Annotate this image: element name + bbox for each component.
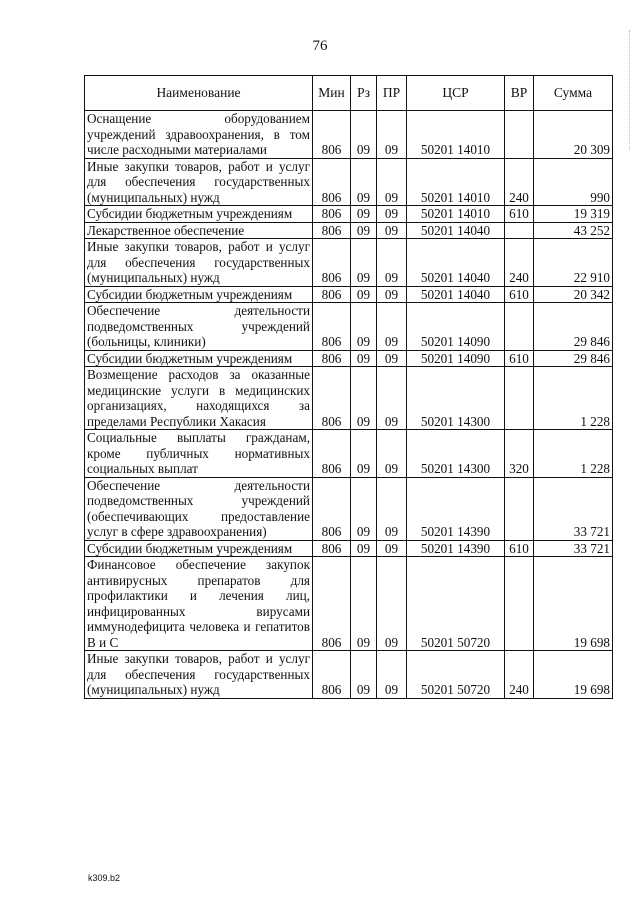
row-csr-cell: 50201 14010	[407, 206, 505, 223]
table-row	[85, 222, 613, 239]
budget-table	[84, 75, 613, 699]
row-name-cell: Субсидии бюджетным учреждениям	[85, 540, 313, 557]
table-row	[85, 557, 613, 651]
header-sum: Сумма	[534, 76, 613, 111]
row-min-cell: 806	[313, 540, 351, 557]
row-rz-cell: 09	[351, 367, 377, 430]
row-pr-cell: 09	[377, 350, 407, 367]
row-sum-cell: 33 721	[534, 540, 613, 557]
table-row	[85, 303, 613, 351]
row-rz-cell: 09	[351, 158, 377, 206]
row-name-cell: Возмещение расходов за оказанные медицинские услуги в медицинских организациях, находящихся за пределами Республики Хакасия	[85, 367, 313, 430]
row-min-cell: 806	[313, 222, 351, 239]
table-row	[85, 286, 613, 303]
table-row	[85, 430, 613, 478]
table-row	[85, 367, 613, 430]
row-pr-cell: 09	[377, 158, 407, 206]
row-rz-cell: 09	[351, 430, 377, 478]
row-sum-cell: 29 846	[534, 350, 613, 367]
row-csr-cell: 50201 14040	[407, 286, 505, 303]
page-number: 76	[312, 38, 328, 54]
row-vr-cell	[505, 477, 534, 540]
row-min-cell: 806	[313, 651, 351, 699]
row-csr-cell: 50201 14300	[407, 367, 505, 430]
table-row	[85, 477, 613, 540]
table-row	[85, 651, 613, 699]
row-name-cell: Иные закупки товаров, работ и услуг для обеспечения государственных (муниципальных) нужд	[85, 651, 313, 699]
header-csr: ЦСР	[407, 76, 505, 111]
row-name-cell: Социальные выплаты гражданам, кроме публичных нормативных социальных выплат	[85, 430, 313, 478]
row-vr-cell	[505, 557, 534, 651]
row-rz-cell: 09	[351, 350, 377, 367]
row-vr-cell	[505, 111, 534, 159]
row-rz-cell: 09	[351, 206, 377, 223]
row-min-cell: 806	[313, 158, 351, 206]
row-name-cell: Финансовое обеспечение закупок антивирусных препаратов для профилактики и лечения лиц, инфицированных вирусами иммунодефицита человека и гепатитов В и С	[85, 557, 313, 651]
row-pr-cell: 09	[377, 430, 407, 478]
row-name-cell: Иные закупки товаров, работ и услуг для обеспечения государственных (муниципальных) нужд	[85, 239, 313, 287]
row-pr-cell: 09	[377, 367, 407, 430]
row-pr-cell: 09	[377, 651, 407, 699]
row-min-cell: 806	[313, 477, 351, 540]
footer-code: k309.b2	[88, 873, 121, 883]
row-vr-cell: 240	[505, 158, 534, 206]
row-rz-cell: 09	[351, 540, 377, 557]
row-name-cell: Лекарственное обеспечение	[85, 222, 313, 239]
row-csr-cell: 50201 50720	[407, 651, 505, 699]
row-sum-cell: 20 309	[534, 111, 613, 159]
row-pr-cell: 09	[377, 303, 407, 351]
row-sum-cell: 29 846	[534, 303, 613, 351]
row-rz-cell: 09	[351, 651, 377, 699]
table-row	[85, 158, 613, 206]
row-min-cell: 806	[313, 303, 351, 351]
table-row	[85, 350, 613, 367]
row-rz-cell: 09	[351, 557, 377, 651]
header-rz: Рз	[351, 76, 377, 111]
row-min-cell: 806	[313, 239, 351, 287]
row-name-cell: Обеспечение деятельности подведомственных учреждений (больницы, клиники)	[85, 303, 313, 351]
row-csr-cell: 50201 14090	[407, 303, 505, 351]
row-name-cell: Иные закупки товаров, работ и услуг для обеспечения государственных (муниципальных) нужд	[85, 158, 313, 206]
header-vr: ВР	[505, 76, 534, 111]
row-vr-cell	[505, 222, 534, 239]
margin-mark	[629, 30, 636, 150]
row-sum-cell: 43 252	[534, 222, 613, 239]
row-name-cell: Субсидии бюджетным учреждениям	[85, 350, 313, 367]
row-rz-cell: 09	[351, 239, 377, 287]
row-csr-cell: 50201 14010	[407, 111, 505, 159]
row-csr-cell: 50201 14010	[407, 158, 505, 206]
row-sum-cell: 1 228	[534, 367, 613, 430]
header-min: Мин	[313, 76, 351, 111]
row-sum-cell: 19 319	[534, 206, 613, 223]
row-sum-cell: 33 721	[534, 477, 613, 540]
row-pr-cell: 09	[377, 206, 407, 223]
row-vr-cell: 610	[505, 540, 534, 557]
header-name: Наименование	[85, 76, 313, 111]
row-min-cell: 806	[313, 557, 351, 651]
row-pr-cell: 09	[377, 477, 407, 540]
row-min-cell: 806	[313, 111, 351, 159]
row-csr-cell: 50201 50720	[407, 557, 505, 651]
row-name-cell: Субсидии бюджетным учреждениям	[85, 206, 313, 223]
row-pr-cell: 09	[377, 222, 407, 239]
row-csr-cell: 50201 14040	[407, 239, 505, 287]
row-pr-cell: 09	[377, 286, 407, 303]
row-min-cell: 806	[313, 350, 351, 367]
header-pr: ПР	[377, 76, 407, 111]
row-name-cell: Субсидии бюджетным учреждениям	[85, 286, 313, 303]
row-csr-cell: 50201 14300	[407, 430, 505, 478]
row-pr-cell: 09	[377, 111, 407, 159]
row-pr-cell: 09	[377, 540, 407, 557]
table-row	[85, 239, 613, 287]
row-name-cell: Оснащение оборудованием учреждений здравоохранения, в том числе расходными материалами	[85, 111, 313, 159]
row-vr-cell: 320	[505, 430, 534, 478]
row-vr-cell: 610	[505, 206, 534, 223]
row-name-cell: Обеспечение деятельности подведомственных учреждений (обеспечивающих предоставление услуг в сфере здравоохранения)	[85, 477, 313, 540]
row-min-cell: 806	[313, 430, 351, 478]
row-sum-cell: 22 910	[534, 239, 613, 287]
row-csr-cell: 50201 14390	[407, 477, 505, 540]
row-vr-cell: 610	[505, 350, 534, 367]
row-rz-cell: 09	[351, 303, 377, 351]
row-pr-cell: 09	[377, 557, 407, 651]
row-sum-cell: 19 698	[534, 651, 613, 699]
table-body	[85, 111, 613, 699]
row-vr-cell: 610	[505, 286, 534, 303]
row-csr-cell: 50201 14090	[407, 350, 505, 367]
row-min-cell: 806	[313, 367, 351, 430]
row-vr-cell: 240	[505, 239, 534, 287]
row-csr-cell: 50201 14390	[407, 540, 505, 557]
row-min-cell: 806	[313, 286, 351, 303]
row-sum-cell: 1 228	[534, 430, 613, 478]
table-row	[85, 206, 613, 223]
row-sum-cell: 20 342	[534, 286, 613, 303]
row-min-cell: 806	[313, 206, 351, 223]
row-rz-cell: 09	[351, 111, 377, 159]
table-header-row	[85, 76, 613, 111]
row-sum-cell: 19 698	[534, 557, 613, 651]
row-pr-cell: 09	[377, 239, 407, 287]
row-rz-cell: 09	[351, 222, 377, 239]
row-csr-cell: 50201 14040	[407, 222, 505, 239]
row-vr-cell	[505, 367, 534, 430]
row-sum-cell: 990	[534, 158, 613, 206]
table-row	[85, 540, 613, 557]
row-rz-cell: 09	[351, 286, 377, 303]
table-row	[85, 111, 613, 159]
row-vr-cell: 240	[505, 651, 534, 699]
row-vr-cell	[505, 303, 534, 351]
row-rz-cell: 09	[351, 477, 377, 540]
